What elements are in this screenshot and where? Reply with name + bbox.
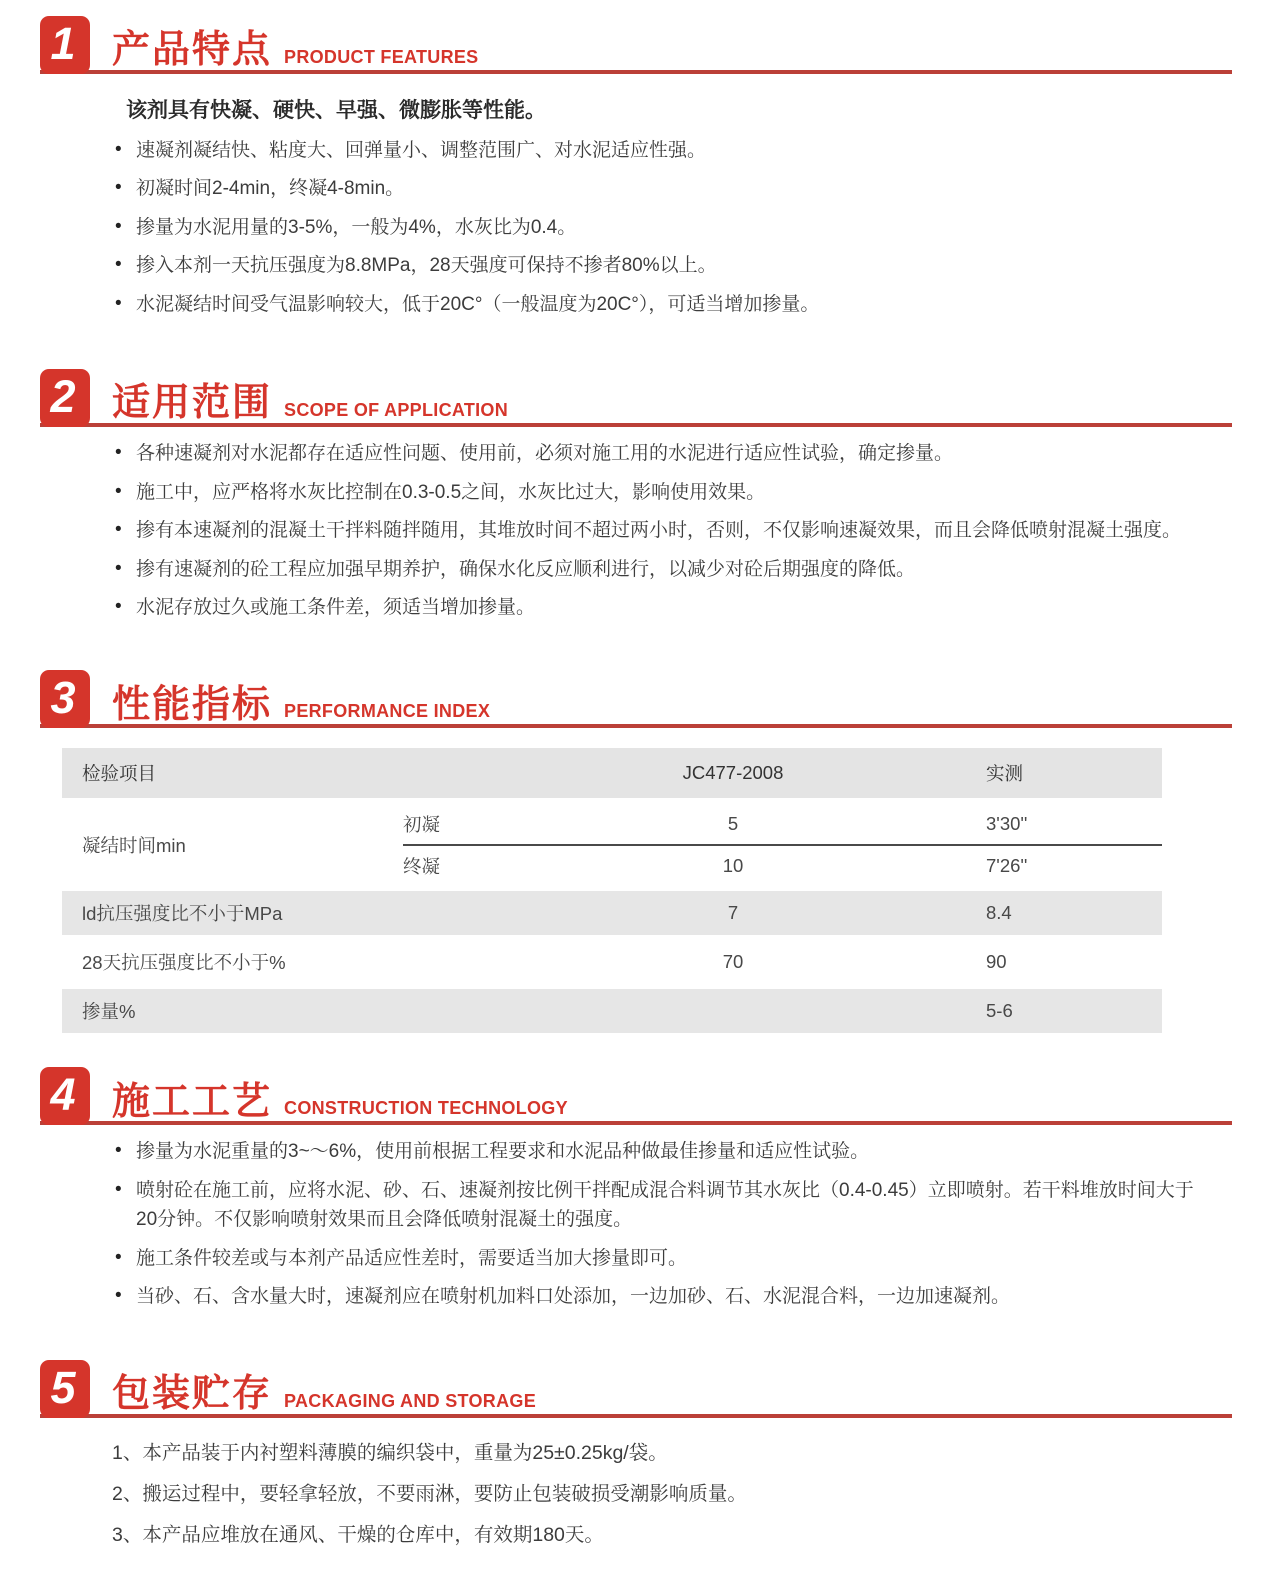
table-cell-measured: 8.4 <box>876 886 1162 935</box>
table-row-28d-strength <box>62 935 1162 984</box>
table-header-item: 检验项目 <box>62 748 403 804</box>
section-header <box>40 1360 1232 1418</box>
table-cell-measured: 90 <box>876 935 1162 984</box>
section-performance-index <box>40 670 1232 1033</box>
section-title: 产品特点 <box>112 29 273 72</box>
bullet-item: • 掺有速凝剂的砼工程应加强早期养护，确保水化反应顺利进行，以减少对砼后期强度的降低。 <box>112 555 1212 584</box>
section-subtitle: PERFORMANCE INDEX <box>284 701 491 722</box>
section-packaging-and-storage <box>40 1360 1232 1551</box>
bullet-item: • 施工条件较差或与本剂产品适应性差时，需要适当加大掺量即可。 <box>112 1244 1212 1273</box>
bullet-item: • 喷射砼在施工前，应将水泥、砂、石、速凝剂按比例干拌配成混合料调节其水灰比（0.4-0.45）立即喷射。若干料堆放时间大于20分钟。不仅影响喷射效果而且会降低喷射混凝土的强度。 <box>112 1176 1212 1235</box>
table-cell-item: ld抗压强度比不小于MPa <box>62 886 403 935</box>
bullet-item: • 掺量为水泥重量的3~～6%，使用前根据工程要求和水泥品种做最佳掺量和适应性试验。 <box>112 1137 1212 1166</box>
bullet-item: • 掺入本剂一天抗压强度为8.8MPa，28天强度可保持不掺者80%以上。 <box>112 251 1212 280</box>
numbered-item: 2、搬运过程中，要轻拿轻放，不要雨淋，要防止包装破损受潮影响质量。 <box>112 1482 747 1505</box>
bullet-item: • 水泥存放过久或施工条件差，须适当增加掺量。 <box>112 593 1212 622</box>
table-header-standard: JC477-2008 <box>590 748 876 804</box>
section-subtitle: SCOPE OF APPLICATION <box>284 400 509 421</box>
section-subtitle: PRODUCT FEATURES <box>284 47 479 67</box>
section-header <box>40 16 1232 74</box>
table-cell-item: 凝结时间min <box>82 835 186 857</box>
section-product-features <box>40 16 1232 319</box>
section-subtitle: PACKAGING AND STORAGE <box>284 1390 536 1411</box>
table-header-measured: 实测 <box>876 748 1162 804</box>
bullet-item: • 当砂、石、含水量大时，速凝剂应在喷射机加料口处添加，一边加砂、石、水泥混合料，一边加速凝剂。 <box>112 1282 1212 1311</box>
section-number-badge: 1 <box>40 16 90 74</box>
section-scope-of-application <box>40 369 1232 622</box>
section-header <box>40 670 1232 728</box>
bullet-item: • 掺有本速凝剂的混凝土干拌料随拌随用，其堆放时间不超过两小时，否则，不仅影响速凝效果，而且会降低喷射混凝土强度。 <box>112 516 1212 545</box>
table-cell-measured: 3'30'' <box>876 804 1162 846</box>
table-cell-standard: 5 <box>590 804 876 846</box>
bullet-item: • 水泥凝结时间受气温影响较大，低于20C°（一般温度为20C°），可适当增加掺量。 <box>112 290 1212 319</box>
numbered-item: 3、本产品应堆放在通风、干燥的仓库中，有效期180天。 <box>112 1524 604 1546</box>
table-row-dosage <box>62 984 1162 1033</box>
section-number-badge: 5 <box>40 1360 90 1418</box>
section-subtitle: CONSTRUCTION TECHNOLOGY <box>284 1098 568 1119</box>
section-number-badge: 3 <box>40 670 90 728</box>
table-cell-subitem: 终凝 <box>403 856 441 878</box>
table-cell-subitem: 初凝 <box>403 804 590 846</box>
construction-bullet-list <box>112 1137 1232 1311</box>
table-row-1d-strength <box>62 886 1162 935</box>
bullet-item: • 初凝时间2-4min，终凝4-8min。 <box>112 174 1212 203</box>
table-cell-item: 掺量% <box>62 984 403 1033</box>
table-cell-standard: 10 <box>722 855 744 877</box>
section-title: 包装贮存 <box>112 1372 273 1415</box>
table-cell-measured: 7'26'' <box>986 855 1028 877</box>
performance-table <box>62 748 1162 1033</box>
table-header-row <box>62 748 1162 804</box>
bullet-item: • 速凝剂凝结快、粘度大、回弹量小、调整范围广、对水泥适应性强。 <box>112 136 1212 165</box>
packaging-numbered-list <box>112 1438 1232 1551</box>
intro-statement: 该剂具有快凝、硬快、早强、微膨胀等性能。 <box>126 99 546 122</box>
table-cell-standard <box>590 984 876 1033</box>
section-number-badge: 2 <box>40 369 90 427</box>
section-number-badge: 4 <box>40 1067 90 1125</box>
bullet-item: • 各种速凝剂对水泥都存在适应性问题、使用前，必须对施工用的水泥进行适应性试验，确定掺量。 <box>112 439 1212 468</box>
table-cell-item: 28天抗压强度比不小于% <box>62 935 403 984</box>
feature-bullet-list <box>112 136 1232 319</box>
table-header-empty <box>403 748 590 804</box>
bullet-item: • 掺量为水泥用量的3-5%，一般为4%，水灰比为0.4。 <box>112 213 1212 242</box>
table-cell-empty <box>403 984 590 1033</box>
section-title: 性能指标 <box>112 683 273 726</box>
section-header <box>40 369 1232 427</box>
table-cell-standard: 70 <box>590 935 876 984</box>
scope-bullet-list <box>112 439 1232 622</box>
table-cell-standard: 7 <box>590 886 876 935</box>
table-row-setting-time-initial <box>62 804 1162 846</box>
section-title: 施工工艺 <box>112 1080 273 1123</box>
section-construction-technology <box>40 1067 1232 1311</box>
bullet-item: • 施工中，应严格将水灰比控制在0.3-0.5之间，水灰比过大，影响使用效果。 <box>112 478 1212 507</box>
table-cell-measured: 5-6 <box>876 984 1162 1033</box>
section-header <box>40 1067 1232 1125</box>
table-cell-empty <box>403 886 590 935</box>
numbered-item: 1、本产品装于内衬塑料薄膜的编织袋中，重量为25±0.25kg/袋。 <box>112 1441 668 1464</box>
section-title: 适用范围 <box>112 382 273 425</box>
table-cell-empty <box>403 935 590 984</box>
